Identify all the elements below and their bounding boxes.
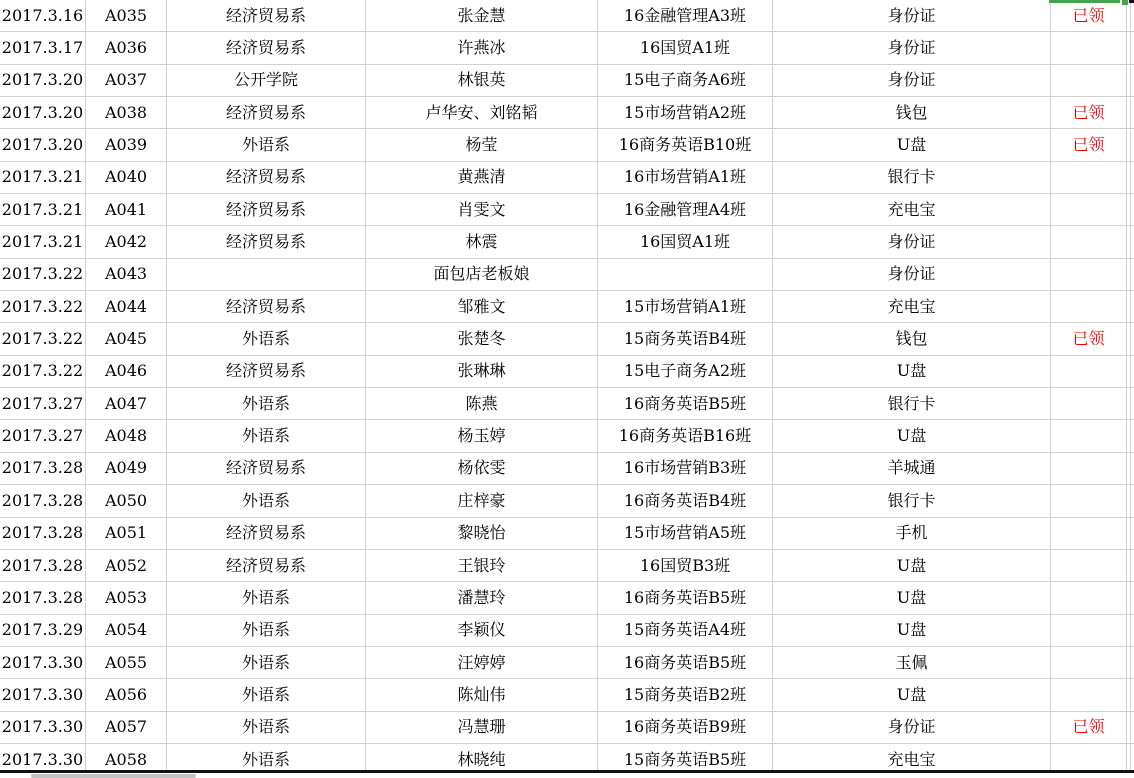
cell-id[interactable]: A041 — [86, 194, 167, 225]
cell-class[interactable]: 16国贸A1班 — [598, 226, 773, 257]
cell-id[interactable]: A042 — [86, 226, 167, 257]
cell-class[interactable] — [598, 259, 773, 290]
table-row — [0, 259, 1134, 291]
cell-item[interactable]: U盘 — [773, 679, 1051, 710]
cell-status[interactable] — [1051, 679, 1127, 710]
cell-status[interactable] — [1051, 582, 1127, 613]
cell-department[interactable]: 外语系 — [167, 647, 366, 678]
cell-selection-border — [1049, 0, 1120, 3]
cell-department[interactable]: 经济贸易系 — [167, 162, 366, 193]
cell-item[interactable]: 钱包 — [773, 97, 1051, 128]
cell-department[interactable]: 经济贸易系 — [167, 97, 366, 128]
cell-date[interactable]: 2017.3.28 — [0, 453, 86, 484]
cell-status[interactable]: 已领 — [1051, 97, 1127, 128]
table-row — [0, 420, 1134, 452]
cell-id[interactable]: A057 — [86, 712, 167, 743]
fill-handle[interactable] — [1122, 0, 1128, 5]
cell-class[interactable]: 16商务英语B5班 — [598, 647, 773, 678]
cell-item[interactable]: 充电宝 — [773, 744, 1051, 770]
cell-date[interactable]: 2017.3.28 — [0, 518, 86, 549]
table-row — [0, 485, 1134, 517]
cell-status[interactable] — [1051, 615, 1127, 646]
cell-name[interactable]: 林震 — [366, 226, 598, 257]
cell-name[interactable]: 张琳琳 — [366, 356, 598, 387]
cell-department[interactable]: 公开学院 — [167, 65, 366, 96]
table-row — [0, 32, 1134, 64]
cell-class[interactable]: 15商务英语B4班 — [598, 323, 773, 354]
cell-class[interactable]: 16市场营销B3班 — [598, 453, 773, 484]
cell-name[interactable]: 面包店老板娘 — [366, 259, 598, 290]
cell-name[interactable]: 杨莹 — [366, 129, 598, 160]
cell-item[interactable]: 银行卡 — [773, 485, 1051, 516]
cell-class[interactable]: 16国贸A1班 — [598, 32, 773, 63]
cell-class[interactable]: 15商务英语B5班 — [598, 744, 773, 770]
cell-id[interactable]: A045 — [86, 323, 167, 354]
cell-item[interactable]: 充电宝 — [773, 194, 1051, 225]
cell-department[interactable]: 经济贸易系 — [167, 291, 366, 322]
cell-item[interactable]: U盘 — [773, 582, 1051, 613]
cell-department[interactable]: 外语系 — [167, 323, 366, 354]
cell-item[interactable]: 钱包 — [773, 323, 1051, 354]
cell-id[interactable]: A035 — [86, 0, 167, 31]
cell-department[interactable]: 外语系 — [167, 388, 366, 419]
table-row — [0, 615, 1134, 647]
cell-item[interactable]: U盘 — [773, 420, 1051, 451]
cell-date[interactable]: 2017.3.20 — [0, 97, 86, 128]
cell-status[interactable] — [1051, 194, 1127, 225]
cell-class[interactable]: 15市场营销A1班 — [598, 291, 773, 322]
cell-item[interactable]: 身份证 — [773, 65, 1051, 96]
cell-name[interactable]: 陈燕 — [366, 388, 598, 419]
cell-item[interactable]: 身份证 — [773, 0, 1051, 31]
scrollbar-thumb[interactable] — [31, 774, 196, 778]
cell-department[interactable]: 外语系 — [167, 582, 366, 613]
cell-status[interactable] — [1051, 485, 1127, 516]
cell-date[interactable]: 2017.3.22 — [0, 291, 86, 322]
cell-item[interactable]: U盘 — [773, 129, 1051, 160]
cell-date[interactable]: 2017.3.30 — [0, 712, 86, 743]
cell-department[interactable]: 外语系 — [167, 485, 366, 516]
cell-name[interactable]: 冯慧珊 — [366, 712, 598, 743]
cell-id[interactable]: A038 — [86, 97, 167, 128]
cell-status[interactable] — [1051, 259, 1127, 290]
cell-date[interactable]: 2017.3.30 — [0, 647, 86, 678]
cell-date[interactable]: 2017.3.30 — [0, 744, 86, 770]
cell-status[interactable] — [1051, 356, 1127, 387]
cell-department[interactable]: 经济贸易系 — [167, 550, 366, 581]
cell-date[interactable]: 2017.3.22 — [0, 356, 86, 387]
cell-status[interactable]: 已领 — [1051, 0, 1127, 31]
cell-id[interactable]: A036 — [86, 32, 167, 63]
table-row — [0, 226, 1134, 258]
cell-department[interactable]: 外语系 — [167, 615, 366, 646]
cell-name[interactable]: 张金慧 — [366, 0, 598, 31]
cell-name[interactable]: 庄梓豪 — [366, 485, 598, 516]
cell-id[interactable]: A058 — [86, 744, 167, 770]
cell-department[interactable]: 经济贸易系 — [167, 0, 366, 31]
cell-department[interactable]: 经济贸易系 — [167, 356, 366, 387]
cell-department[interactable]: 经济贸易系 — [167, 518, 366, 549]
table-row — [0, 356, 1134, 388]
table-row — [0, 97, 1134, 129]
cell-class[interactable]: 16商务英语B5班 — [598, 582, 773, 613]
cell-date[interactable]: 2017.3.27 — [0, 388, 86, 419]
cell-item[interactable]: 羊城通 — [773, 453, 1051, 484]
cell-status[interactable] — [1051, 226, 1127, 257]
cell-item[interactable]: 玉佩 — [773, 647, 1051, 678]
cell-status[interactable] — [1051, 32, 1127, 63]
cell-date[interactable]: 2017.3.28 — [0, 582, 86, 613]
cell-class[interactable]: 16商务英语B4班 — [598, 485, 773, 516]
cell-class[interactable]: 16商务英语B5班 — [598, 388, 773, 419]
cell-status[interactable] — [1051, 388, 1127, 419]
cell-id[interactable]: A052 — [86, 550, 167, 581]
cell-status[interactable] — [1051, 420, 1127, 451]
cell-department[interactable]: 经济贸易系 — [167, 32, 366, 63]
cell-class[interactable]: 15电子商务A2班 — [598, 356, 773, 387]
table-row — [0, 129, 1134, 161]
cell-date[interactable]: 2017.3.28 — [0, 485, 86, 516]
cell-date[interactable]: 2017.3.22 — [0, 259, 86, 290]
table-row — [0, 323, 1134, 355]
cell-item[interactable]: 身份证 — [773, 259, 1051, 290]
cell-date[interactable]: 2017.3.30 — [0, 679, 86, 710]
cell-id[interactable]: A044 — [86, 291, 167, 322]
cell-name[interactable]: 许燕冰 — [366, 32, 598, 63]
cell-class[interactable]: 16商务英语B9班 — [598, 712, 773, 743]
cell-name[interactable]: 杨玉婷 — [366, 420, 598, 451]
cell-item[interactable]: 身份证 — [773, 226, 1051, 257]
cell-item[interactable]: U盘 — [773, 615, 1051, 646]
cell-item[interactable]: 身份证 — [773, 32, 1051, 63]
table-row — [0, 744, 1134, 770]
cell-class[interactable]: 16国贸B3班 — [598, 550, 773, 581]
cell-id[interactable]: A051 — [86, 518, 167, 549]
cell-name[interactable]: 杨依雯 — [366, 453, 598, 484]
cell-class[interactable]: 15电子商务A6班 — [598, 65, 773, 96]
cell-name[interactable]: 黎晓怡 — [366, 518, 598, 549]
cell-status[interactable] — [1051, 162, 1127, 193]
cell-name[interactable]: 邹雅文 — [366, 291, 598, 322]
cell-name[interactable]: 肖雯文 — [366, 194, 598, 225]
horizontal-scrollbar[interactable] — [0, 773, 1134, 778]
cell-name[interactable]: 林晓纯 — [366, 744, 598, 770]
table-row — [0, 194, 1134, 226]
table-row — [0, 65, 1134, 97]
cell-date[interactable]: 2017.3.29 — [0, 615, 86, 646]
table-row — [0, 518, 1134, 550]
cell-item[interactable]: 银行卡 — [773, 388, 1051, 419]
cell-id[interactable]: A047 — [86, 388, 167, 419]
cell-id[interactable]: A037 — [86, 65, 167, 96]
cell-department[interactable]: 外语系 — [167, 679, 366, 710]
cell-department[interactable]: 外语系 — [167, 129, 366, 160]
cell-id[interactable]: A049 — [86, 453, 167, 484]
cell-date[interactable]: 2017.3.22 — [0, 323, 86, 354]
cell-item[interactable]: 充电宝 — [773, 291, 1051, 322]
cell-class[interactable]: 15商务英语A4班 — [598, 615, 773, 646]
cell-id[interactable]: A053 — [86, 582, 167, 613]
table-row — [0, 582, 1134, 614]
table-row — [0, 453, 1134, 485]
cell-status[interactable] — [1051, 65, 1127, 96]
cell-item[interactable]: 身份证 — [773, 712, 1051, 743]
cell-class[interactable]: 16金融管理A3班 — [598, 0, 773, 31]
cell-class[interactable]: 16商务英语B10班 — [598, 129, 773, 160]
cell-class[interactable]: 16金融管理A4班 — [598, 194, 773, 225]
cell-department[interactable] — [167, 259, 366, 290]
cell-name[interactable]: 张楚冬 — [366, 323, 598, 354]
cell-id[interactable]: A043 — [86, 259, 167, 290]
table-row — [0, 647, 1134, 679]
table-row — [0, 162, 1134, 194]
cell-status[interactable] — [1051, 550, 1127, 581]
cell-department[interactable]: 经济贸易系 — [167, 453, 366, 484]
cell-status[interactable] — [1051, 518, 1127, 549]
cell-name[interactable]: 潘慧玲 — [366, 582, 598, 613]
cell-id[interactable]: A054 — [86, 615, 167, 646]
cell-class[interactable]: 15商务英语B2班 — [598, 679, 773, 710]
cell-class[interactable]: 15市场营销A5班 — [598, 518, 773, 549]
table-row — [0, 712, 1134, 744]
cell-item[interactable]: 手机 — [773, 518, 1051, 549]
cell-department[interactable]: 经济贸易系 — [167, 226, 366, 257]
cell-status[interactable]: 已领 — [1051, 323, 1127, 354]
cell-department[interactable]: 经济贸易系 — [167, 194, 366, 225]
cell-date[interactable]: 2017.3.16 — [0, 0, 86, 31]
cell-date[interactable]: 2017.3.27 — [0, 420, 86, 451]
cell-date[interactable]: 2017.3.17 — [0, 32, 86, 63]
cell-status[interactable]: 已领 — [1051, 712, 1127, 743]
cell-department[interactable]: 外语系 — [167, 744, 366, 770]
cell-status[interactable] — [1051, 453, 1127, 484]
cell-item[interactable]: 银行卡 — [773, 162, 1051, 193]
cell-name[interactable]: 黄燕清 — [366, 162, 598, 193]
cell-class[interactable]: 15市场营销A2班 — [598, 97, 773, 128]
table-row — [0, 388, 1134, 420]
cell-date[interactable]: 2017.3.20 — [0, 65, 86, 96]
cell-id[interactable]: A056 — [86, 679, 167, 710]
cell-status[interactable] — [1051, 744, 1127, 770]
cell-id[interactable]: A055 — [86, 647, 167, 678]
cell-id[interactable]: A050 — [86, 485, 167, 516]
table-row — [0, 0, 1134, 32]
cell-department[interactable]: 外语系 — [167, 420, 366, 451]
cell-id[interactable]: A039 — [86, 129, 167, 160]
cell-name[interactable]: 卢华安、刘铭韬 — [366, 97, 598, 128]
cell-name[interactable]: 林银英 — [366, 65, 598, 96]
cell-name[interactable]: 陈灿伟 — [366, 679, 598, 710]
cell-status[interactable]: 已领 — [1051, 129, 1127, 160]
cell-id[interactable]: A046 — [86, 356, 167, 387]
table-row — [0, 291, 1134, 323]
cell-date[interactable]: 2017.3.21 — [0, 194, 86, 225]
top-right-corner-mark — [1129, 0, 1134, 3]
cell-date[interactable]: 2017.3.28 — [0, 550, 86, 581]
cell-date[interactable]: 2017.3.20 — [0, 129, 86, 160]
cell-name[interactable]: 李颖仪 — [366, 615, 598, 646]
cell-department[interactable]: 外语系 — [167, 712, 366, 743]
cell-id[interactable]: A048 — [86, 420, 167, 451]
cell-date[interactable]: 2017.3.21 — [0, 226, 86, 257]
cell-id[interactable]: A040 — [86, 162, 167, 193]
table-row — [0, 550, 1134, 582]
cell-class[interactable]: 16商务英语B16班 — [598, 420, 773, 451]
table-row — [0, 679, 1134, 711]
cell-date[interactable]: 2017.3.21 — [0, 162, 86, 193]
cell-class[interactable]: 16市场营销A1班 — [598, 162, 773, 193]
cell-status[interactable] — [1051, 647, 1127, 678]
cell-item[interactable]: U盘 — [773, 550, 1051, 581]
cell-status[interactable] — [1051, 291, 1127, 322]
cell-name[interactable]: 王银玲 — [366, 550, 598, 581]
cell-name[interactable]: 汪婷婷 — [366, 647, 598, 678]
cell-item[interactable]: U盘 — [773, 356, 1051, 387]
